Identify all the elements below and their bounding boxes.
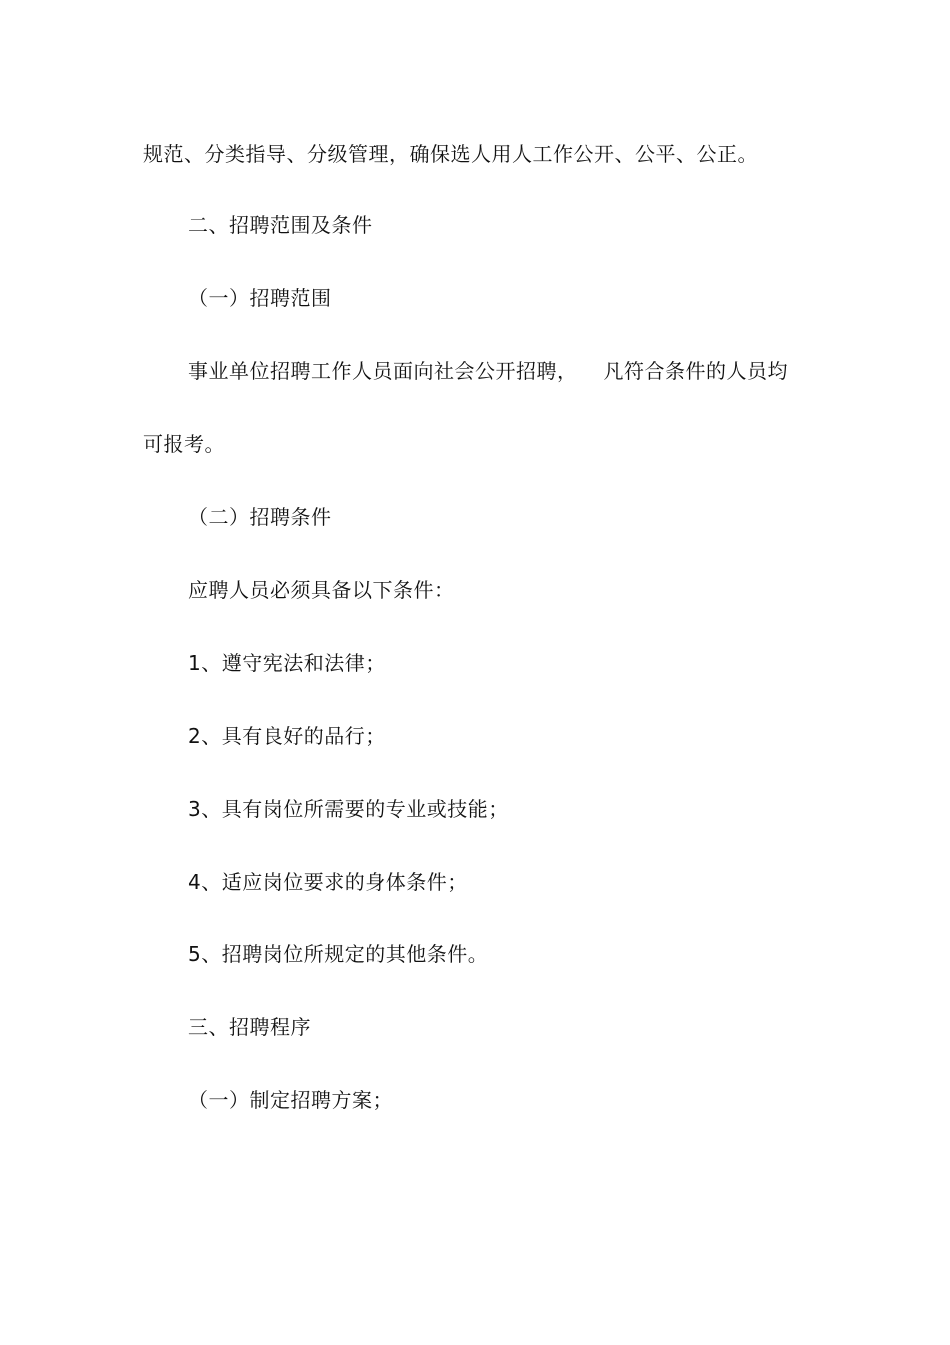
section-heading-recruitment-procedure: 三、招聘程序 [188,1015,311,1039]
condition-item-3: 3、具有岗位所需要的专业或技能； [188,797,509,821]
condition-item-1: 1、遵守宪法和法律； [188,651,386,675]
condition-item-5: 5、招聘岗位所规定的其他条件。 [188,942,489,966]
paragraph-open-recruitment-end: 可报考。 [143,432,225,456]
paragraph-open-recruitment [188,359,788,383]
paragraph-continuation: 规范、分类指导、分级管理，确保选人用人工作公开、公平、公正。 [143,142,758,166]
subsection-heading-recruitment-conditions: （二）招聘条件 [188,505,332,529]
condition-item-4: 4、适应岗位要求的身体条件； [188,870,468,894]
paragraph-open-recruitment-part-1: 事业单位招聘工作人员面向社会公开招聘， [188,359,578,383]
condition-item-2: 2、具有良好的品行； [188,724,386,748]
paragraph-open-recruitment-part-2: 凡符合条件的人员均 [603,359,788,383]
section-heading-recruitment-scope-conditions: 二、招聘范围及条件 [188,213,373,237]
subsection-heading-recruitment-scope: （一）招聘范围 [188,286,332,310]
procedure-step-1: （一）制定招聘方案； [188,1088,393,1112]
conditions-intro: 应聘人员必须具备以下条件： [188,578,455,602]
